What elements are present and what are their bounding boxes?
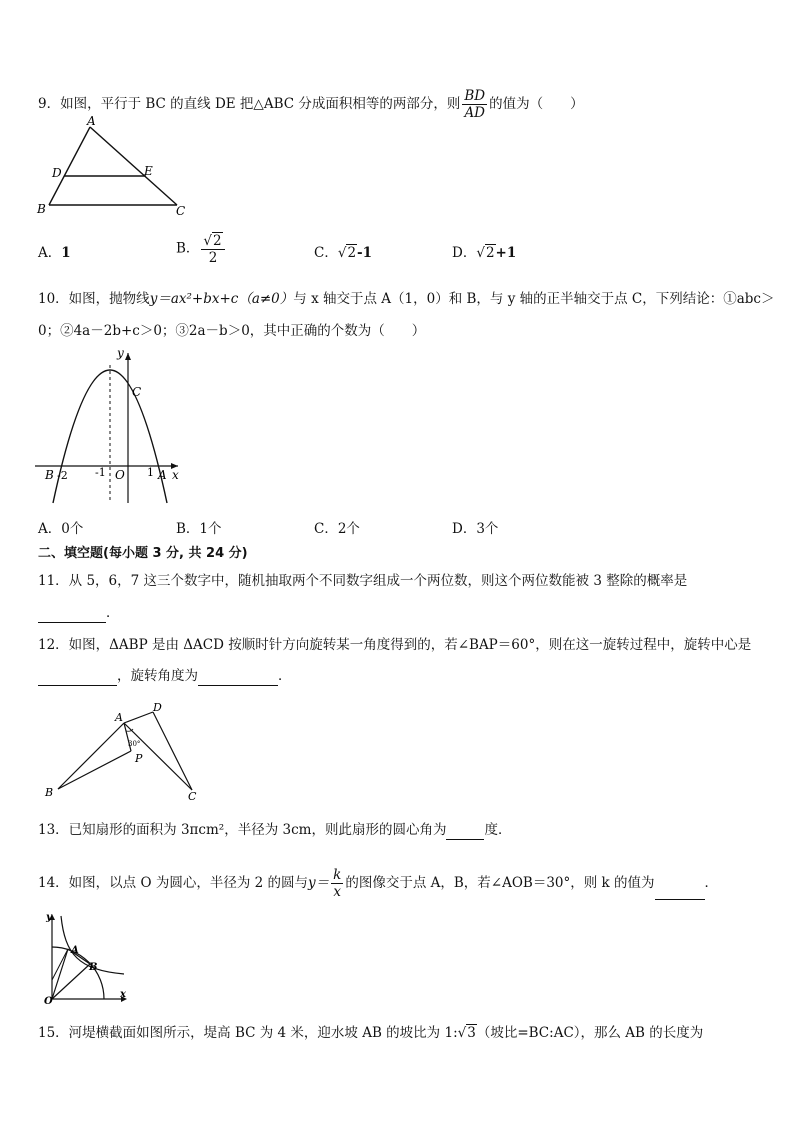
q14-frac-den: x xyxy=(333,884,342,900)
q9-label-d: D xyxy=(52,166,62,180)
q9-option-b-rad: 2 xyxy=(213,233,222,249)
q9-option-a-value: 1 xyxy=(61,245,71,261)
q9-label-b: B xyxy=(37,202,46,216)
q10-option-d[interactable]: D．3个 xyxy=(452,521,499,537)
q14-post: 的图像交于点 A，B，若∠AOB＝30°，则 k 的值为 xyxy=(345,875,655,891)
q15-stem: 15．河堤横截面如图所示，堤高 BC 为 4 米，迎水坡 AB 的坡比为 1:√3（坡比=BC:AC），那么 AB 的长度为 xyxy=(38,1025,704,1041)
q14-tail: ． xyxy=(704,875,719,891)
q9-label-e: E xyxy=(144,164,153,178)
q15-pre: 15．河堤横截面如图所示，堤高 BC 为 4 米，迎水坡 AB 的坡比为 1: xyxy=(38,1025,458,1041)
q14-pre: 14．如图，以点 O 为圆心，半径为 2 的圆与 xyxy=(38,875,308,891)
q10-label-neg2: -2 xyxy=(57,469,68,482)
q9-fraction xyxy=(462,88,487,121)
q14-answer-blank[interactable] xyxy=(655,883,705,900)
q12-angle-label: 30° xyxy=(128,740,141,748)
q12-label-a: A xyxy=(115,711,123,724)
q9-option-b-den: 2 xyxy=(208,250,218,266)
q12-rotation-figure xyxy=(40,698,210,808)
q9-option-a-label: A． xyxy=(38,245,62,261)
q9-option-b[interactable] xyxy=(176,232,227,266)
q11-tail: ． xyxy=(106,605,120,621)
q14-stem xyxy=(38,867,718,900)
q9-option-d-label: D． xyxy=(452,245,477,261)
q9-option-b-fraction: $\frac{√2}{2}$ xyxy=(201,232,224,266)
q10-stem-line1 xyxy=(38,289,775,309)
section-fill-in-title: 二、填空题(每小题 3 分, 共 24 分) xyxy=(38,546,248,561)
q13-stem xyxy=(38,820,511,840)
q9-side-ac xyxy=(90,127,177,205)
q13-post: 度． xyxy=(484,822,512,838)
q10-option-c[interactable]: C．2个 xyxy=(314,521,360,537)
q9-stem-post: 的值为（ ） xyxy=(489,96,584,112)
q9-stem-pre: 9．如图，平行于 BC 的直线 DE 把△ABC 分成面积相等的两部分，则 xyxy=(38,96,461,112)
q14-frac-num: k xyxy=(333,867,342,883)
q12-center-blank[interactable] xyxy=(38,669,117,686)
q10-parabola-figure xyxy=(35,345,185,505)
q12-label-b: B xyxy=(45,786,54,799)
q10-label-o: O xyxy=(115,468,125,482)
q10-label-y: y xyxy=(117,346,124,360)
q9-option-d-tail: +1 xyxy=(495,245,517,261)
q14-label-b: B xyxy=(89,962,98,973)
q12-angle-blank[interactable] xyxy=(198,669,278,686)
q12-tail: ． xyxy=(278,668,292,684)
q15-rad: 3 xyxy=(467,1025,476,1041)
q9-option-a[interactable] xyxy=(38,243,71,263)
q14-label-y: y xyxy=(46,912,52,923)
q10-stem-line2: 0；②4a－2b+c＞0；③2a－b＞0，其中正确的个数为（ ） xyxy=(38,323,426,339)
q10-label-c: C xyxy=(132,385,142,399)
q9-option-d[interactable]: D．√2+1 xyxy=(452,245,517,261)
q10-label-x: x xyxy=(172,468,179,482)
q12-side-dc xyxy=(153,712,192,790)
q10-label-1: 1 xyxy=(147,466,154,479)
q13-answer-blank[interactable] xyxy=(446,823,484,840)
q14-label-x: x xyxy=(120,989,126,1000)
q9-option-c-rad: 2 xyxy=(347,245,357,261)
q13-pre: 13．已知扇形的面积为 3πcm²，半径为 3cm，则此扇形的圆心角为 xyxy=(38,822,447,838)
q14-circle-hyperbola-figure xyxy=(38,908,138,1008)
q9-option-d-rad: 2 xyxy=(485,245,495,261)
q10-equation: y＝ax²+bx+c（a≠0） xyxy=(149,291,294,307)
q10-option-b[interactable]: B．1个 xyxy=(176,521,222,537)
q12-side-ab xyxy=(58,723,124,789)
q9-label-a: A xyxy=(87,114,96,128)
q14-fraction xyxy=(331,867,343,900)
q10-y-axis-arrow xyxy=(125,353,131,360)
q9-label-c: C xyxy=(176,204,186,218)
q12-label-c: C xyxy=(188,790,197,803)
q14-label-o: O xyxy=(44,996,53,1007)
q12-mid-text: ，旋转角度为 xyxy=(117,668,198,684)
q10-label-neg1: -1 xyxy=(95,466,106,479)
q12-label-p: P xyxy=(135,752,143,765)
q15-post: （坡比=BC:AC），那么 AB 的长度为 xyxy=(476,1025,704,1041)
q12-side-ad xyxy=(124,712,153,723)
q10-label-b: B xyxy=(45,468,54,482)
q14-label-a: A xyxy=(71,945,79,956)
q9-option-c[interactable]: C．√2-1 xyxy=(314,245,373,261)
q9-frac-den: AD xyxy=(464,105,486,121)
q11-stem-line1: 11．从 5，6，7 这三个数字中，随机抽取两个不同数字组成一个两位数，则这个两位数能被 3 整除的概率是 xyxy=(38,573,688,589)
q9-option-b-label: B． xyxy=(176,240,200,257)
q12-side-bp xyxy=(58,751,131,789)
q12-label-d: D xyxy=(153,701,162,714)
q11-stem-line2 xyxy=(38,603,120,623)
q10-label-a: A xyxy=(158,468,167,482)
q12-stem-line2 xyxy=(38,666,292,686)
q9-option-c-label: C． xyxy=(314,245,338,261)
q12-stem-line1: 12．如图，ΔABP 是由 ΔACD 按顺时针方向旋转某一角度得到的，若∠BAP＝60°，则在这一旋转过程中，旋转中心是 xyxy=(38,637,752,653)
q10-stem-post: 与 x 轴交于点 A（1，0）和 B，与 y 轴的正半轴交于点 C，下列结论：①abc＞ xyxy=(293,291,775,307)
q11-answer-blank[interactable] xyxy=(38,606,106,623)
q10-stem-pre: 10．如图，抛物线 xyxy=(38,291,150,307)
q10-option-a[interactable]: A．0个 xyxy=(38,521,84,537)
q9-frac-num: BD xyxy=(464,88,486,104)
q9-option-c-tail: -1 xyxy=(357,245,373,261)
q9-triangle-figure xyxy=(30,115,200,220)
q14-eq-y: y＝ xyxy=(308,875,330,891)
